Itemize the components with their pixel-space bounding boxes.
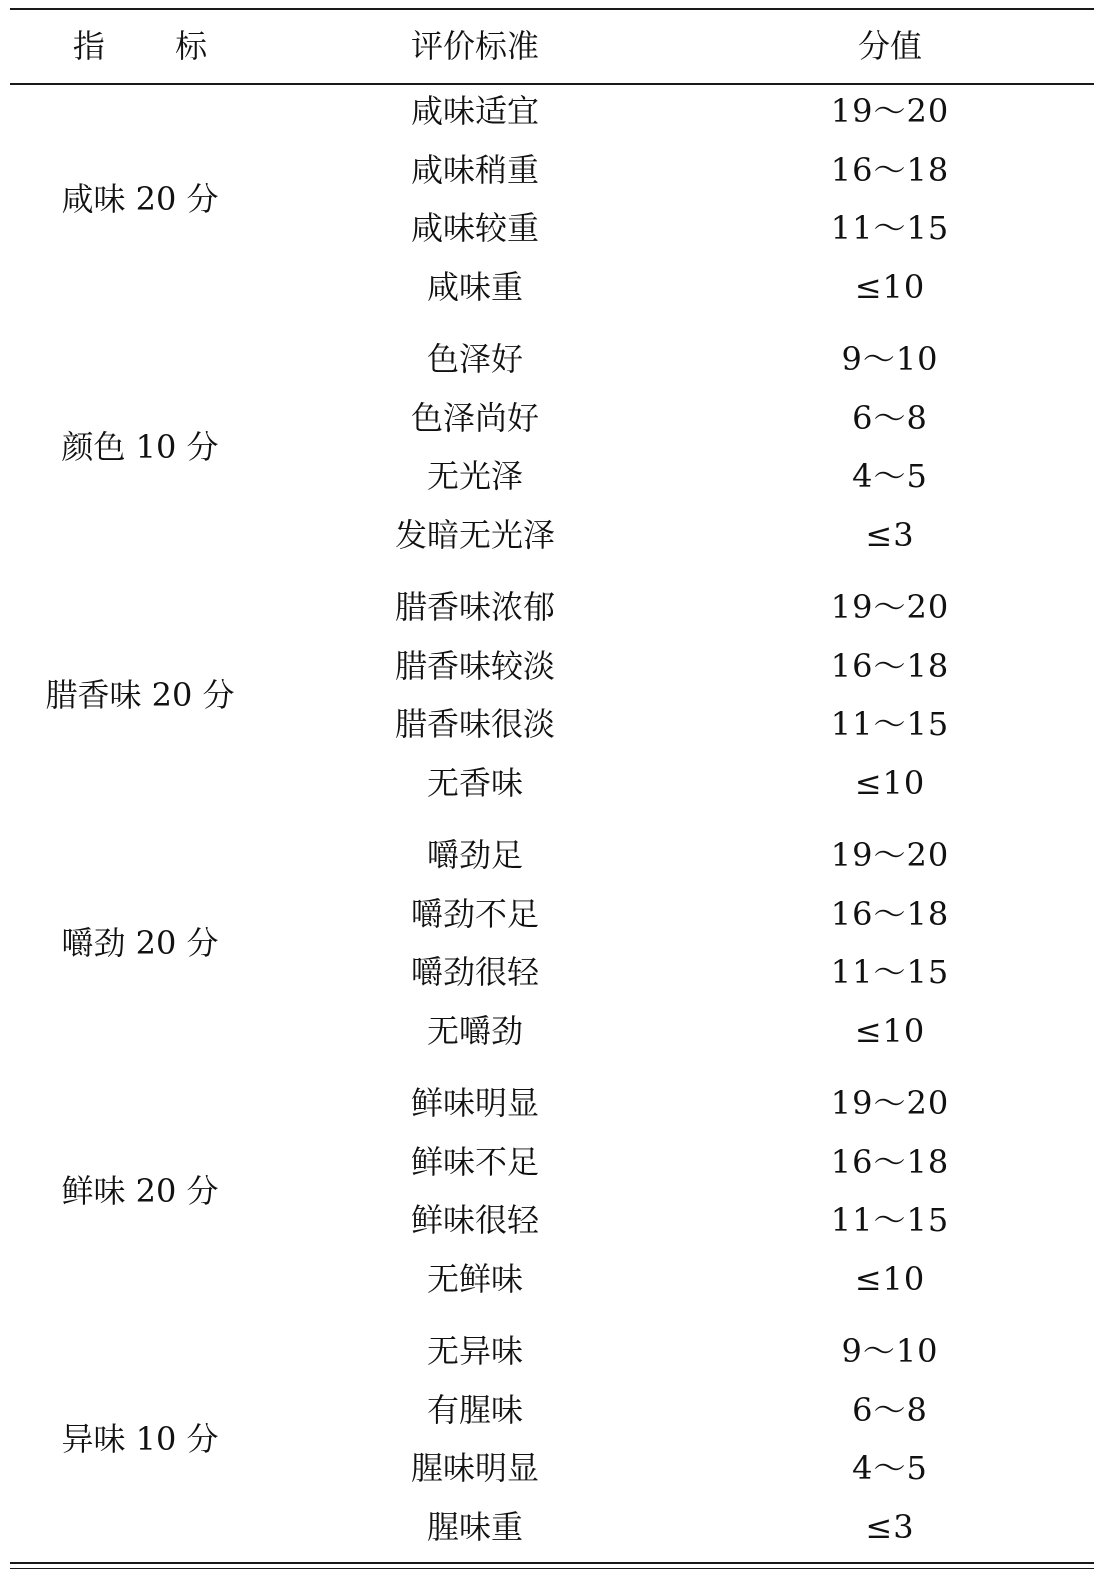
score-cell: 16～18 (830, 894, 950, 933)
criterion-cell: 鲜味不足 (410, 1142, 539, 1181)
indicator-cell: 咸味 20 分 (61, 180, 219, 218)
criterion-cell: 鲜味明显 (410, 1084, 539, 1122)
score-cell: 16～18 (830, 646, 950, 685)
criterion-cell: 无香味 (426, 763, 523, 802)
indicator-cell: 异味 10 分 (61, 1420, 219, 1458)
score-cell: 19～20 (830, 836, 950, 874)
indicator-cell: 鲜味 20 分 (61, 1172, 219, 1210)
criterion-cell: 色泽好 (426, 340, 523, 378)
criterion-cell: 有腥味 (426, 1390, 523, 1429)
table-header-rule (10, 83, 1094, 85)
criterion-cell: 腥味明显 (410, 1449, 539, 1487)
criterion-cell: 色泽尚好 (410, 398, 539, 437)
score-cell: 11～15 (830, 209, 950, 247)
table-bottom-rule-thin (10, 1568, 1094, 1569)
score-cell: ≤10 (854, 763, 926, 802)
criterion-cell: 嚼劲很轻 (410, 953, 539, 991)
score-cell: 19～20 (830, 1084, 950, 1122)
score-cell: 6～8 (852, 398, 928, 437)
criterion-cell: 腊香味很淡 (394, 705, 555, 743)
criterion-cell: 发暗无光泽 (394, 515, 555, 554)
header-indicator: 指 标 (72, 27, 238, 65)
score-cell: 6～8 (852, 1390, 928, 1429)
criterion-cell: 嚼劲不足 (410, 894, 539, 933)
score-cell: ≤10 (854, 267, 926, 306)
criterion-cell: 腊香味较淡 (394, 646, 555, 685)
criterion-cell: 咸味稍重 (410, 150, 539, 189)
score-cell: 16～18 (830, 150, 950, 189)
score-cell: ≤3 (865, 515, 915, 554)
criterion-cell: 腊香味浓郁 (394, 588, 555, 626)
score-cell: 9～10 (841, 1332, 939, 1370)
score-cell: ≤3 (865, 1507, 915, 1546)
criterion-cell: 鲜味很轻 (410, 1201, 539, 1239)
table-bottom-rule (10, 1562, 1094, 1564)
criterion-cell: 嚼劲足 (426, 836, 523, 874)
criterion-cell: 无光泽 (426, 457, 523, 495)
score-cell: ≤10 (854, 1011, 926, 1050)
criterion-cell: 无嚼劲 (426, 1011, 523, 1050)
score-cell: 11～15 (830, 953, 950, 991)
score-cell: 19～20 (830, 588, 950, 626)
score-cell: 16～18 (830, 1142, 950, 1181)
score-cell: 4～5 (852, 1449, 928, 1487)
header-criterion: 评价标准 (410, 27, 539, 65)
score-cell: ≤10 (854, 1259, 926, 1298)
score-cell: 9～10 (841, 340, 939, 378)
indicator-cell: 腊香味 20 分 (45, 676, 235, 714)
score-cell: 11～15 (830, 705, 950, 743)
score-cell: 11～15 (830, 1201, 950, 1239)
score-cell: 4～5 (852, 457, 928, 495)
score-cell: 19～20 (830, 92, 950, 130)
criterion-cell: 腥味重 (426, 1507, 523, 1546)
criterion-cell: 无异味 (426, 1332, 523, 1370)
criterion-cell: 咸味重 (426, 267, 523, 306)
header-score: 分值 (857, 27, 922, 65)
criterion-cell: 无鲜味 (426, 1259, 523, 1298)
table-top-rule (10, 8, 1094, 10)
criterion-cell: 咸味适宜 (410, 92, 539, 130)
criterion-cell: 咸味较重 (410, 209, 539, 247)
indicator-cell: 颜色 10 分 (61, 428, 219, 466)
indicator-cell: 嚼劲 20 分 (61, 924, 219, 962)
